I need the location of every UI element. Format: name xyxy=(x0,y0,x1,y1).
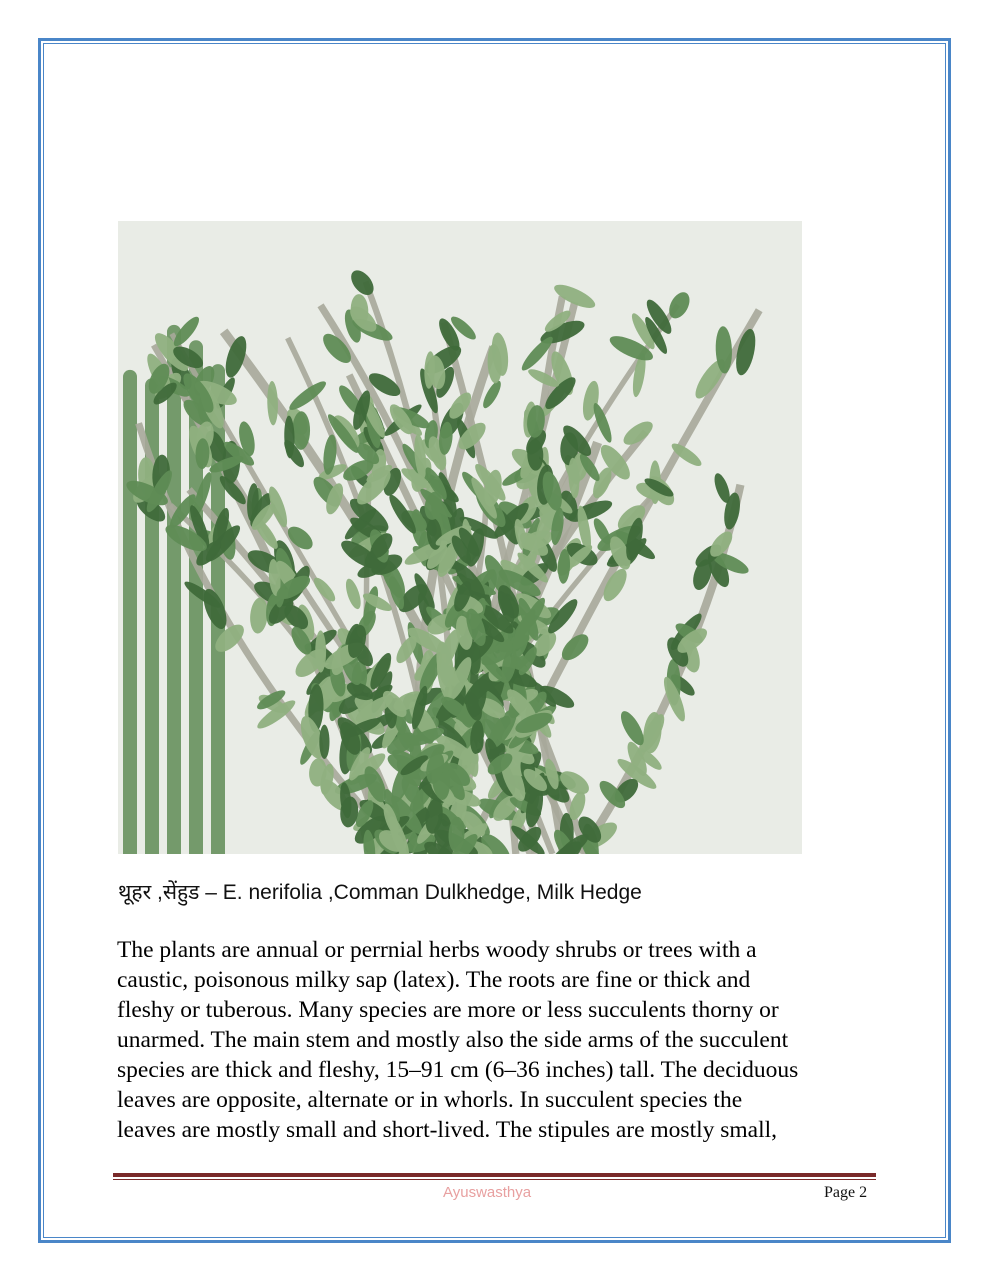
body-line: leaves are mostly small and short-lived. The stipules are mostly small, xyxy=(117,1117,778,1143)
body-line: species are thick and fleshy, 15–91 cm (6–36 inches) tall. The deciduous xyxy=(117,1057,799,1083)
caption-hindi: थूहर ,सेंहुड xyxy=(118,881,200,904)
plant-photo-illustration xyxy=(118,221,802,854)
photo-caption xyxy=(118,878,642,906)
plant-photo xyxy=(118,221,802,854)
body-line: caustic, poisonous milky sap (latex). The roots are fine or thick and xyxy=(117,967,751,993)
caption-text: – E. nerifolia ,Comman Dulkhedge, Milk Hedge xyxy=(205,881,642,904)
body-line: The plants are annual or perrnial herbs woody shrubs or trees with a xyxy=(117,937,757,963)
footer-rule xyxy=(113,1173,876,1177)
body-line: leaves are opposite, alternate or in whorls. In succulent species the xyxy=(117,1087,743,1113)
footer-rule-thin xyxy=(113,1179,876,1180)
footer-brand: Ayuswasthya xyxy=(443,1184,532,1201)
page-number: Page 2 xyxy=(824,1184,868,1201)
body-paragraph xyxy=(117,935,877,1145)
body-line: unarmed. The main stem and mostly also the side arms of the succulent xyxy=(117,1027,789,1053)
body-line: fleshy or tuberous. Many species are more or less succulents thorny or xyxy=(117,997,779,1023)
